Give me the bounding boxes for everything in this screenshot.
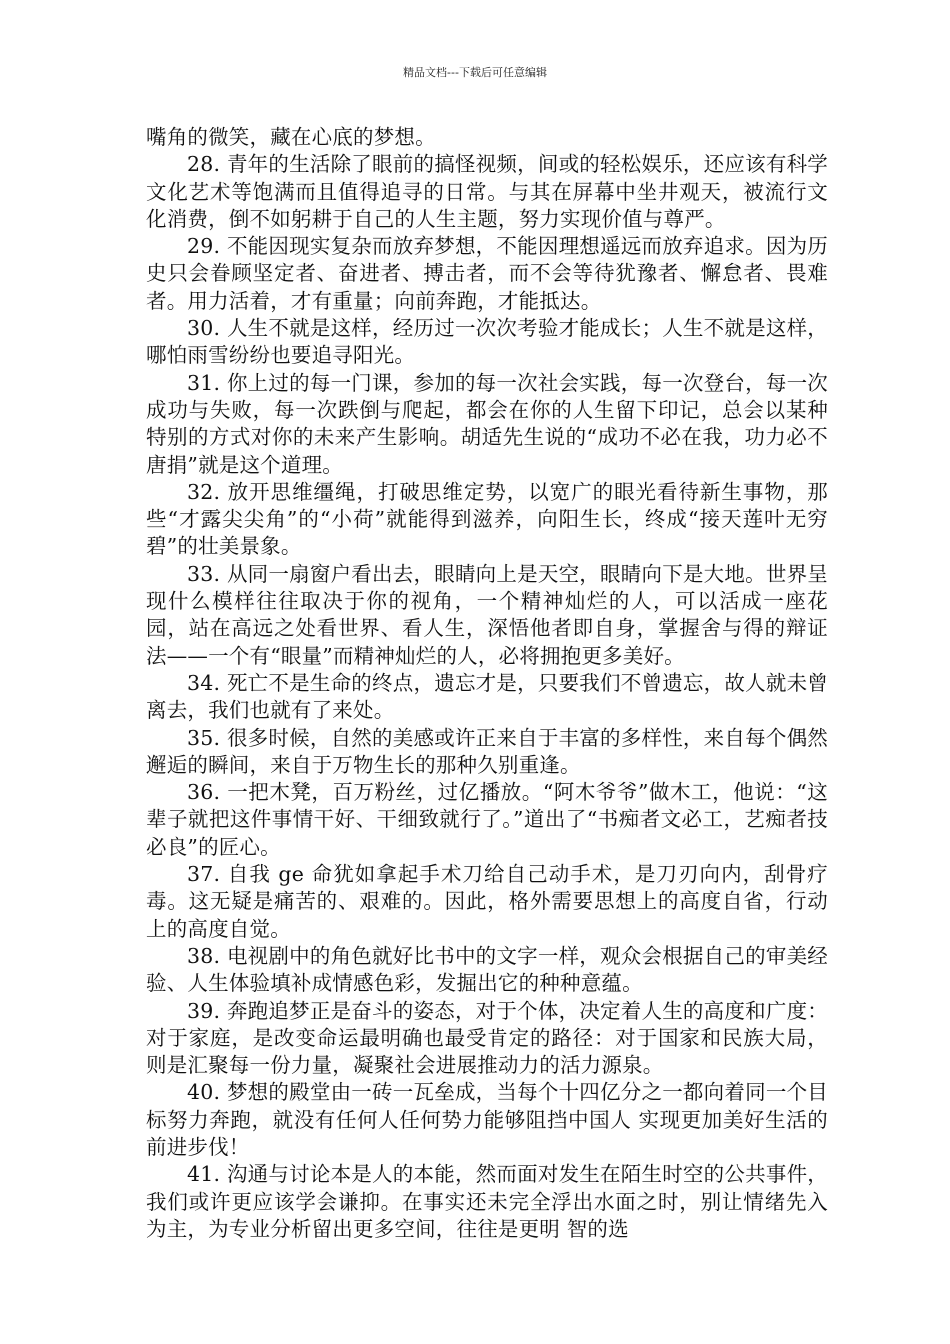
paragraph-29: 29. 不能因现实复杂而放弃梦想，不能因理想遥远而放弃追求。因为历史只会眷顾坚定者、奋进者、搏击者，而不会等待犹豫者、懈怠者、畏难者。用力活着，才有重量；向前奔跑，才能抵达。 [146,234,828,313]
page-header: 精品文档---下载后可任意编辑 [403,66,547,79]
paragraph-38: 38. 电视剧中的角色就好比书中的文字一样，观众会根据自己的审美经验、人生体验填补成情感色彩，发掘出它的种种意蕴。 [146,943,828,996]
document-body [146,124,828,1243]
paragraph-39: 39. 奔跑追梦正是奋斗的姿态，对于个体，决定着人生的高度和广度：对于家庭，是改变命运最明确也最受肯定的路径：对于国家和民族大局，则是汇聚每一份力量，凝聚社会进展推动力的活力源泉。 [146,998,828,1078]
paragraph-37: 37. 自我 ge 命犹如拿起手术刀给自己动手术，是刀刃向内，刮骨疗毒。这无疑是痛苦的、艰难的。因此，格外需要思想上的高度自省，行动上的高度自觉。 [146,862,828,941]
paragraph-36: 36. 一把木凳，百万粉丝，过亿播放。“阿木爷爷”做木工，他说：“这辈子就把这件事情干好、干细致就行了。”道出了“书痴者文必工，艺痴者技必良”的匠心。 [146,780,828,859]
paragraph-30: 30. 人生不就是这样，经历过一次次考验才能成长；人生不就是这样，哪怕雨雪纷纷也要追寻阳光。 [146,316,828,368]
paragraph-33: 33. 从同一扇窗户看出去，眼睛向上是天空，眼睛向下是大地。世界呈现什么模样往往取决于你的视角，一个精神灿烂的人，可以活成一座花园，站在高远之处看世界、看人生，深悟他者即自身，掌握舍与得的辩证法——一个有“眼量”而精神灿烂的人，必将拥抱更多美好。 [146,561,828,668]
paragraph: 嘴角的微笑，藏在心底的梦想。 [146,125,436,149]
paragraph-34: 34. 死亡不是生命的终点，遗忘才是，只要我们不曾遗忘，故人就未曾离去，我们也就有了来处。 [146,670,828,723]
paragraph-31: 31. 你上过的每一门课，参加的每一次社会实践，每一次登台，每一次成功与失败，每一次跌倒与爬起，都会在你的人生留下印记，总会以某种特别的方式对你的未来产生影响。胡适先生说的“成功不必在我，功力必不唐捐”就是这个道理。 [146,370,828,477]
paragraph-40: 40. 梦想的殿堂由一砖一瓦垒成，当每个十四亿分之一都向着同一个目标努力奔跑，就没有任何人任何势力能够阻挡中国人 实现更加美好生活的前进步伐！ [146,1080,828,1159]
paragraph-41: 41. 沟通与讨论本是人的本能，然而面对发生在陌生时空的公共事件，我们或许更应该学会谦抑。在事实还未完全浮出水面之时，别让情绪先入为主，为专业分析留出更多空间，往往是更明 智的选 [146,1162,828,1241]
paragraph-35: 35. 很多时候，自然的美感或许正来自于丰富的多样性，来自每个偶然邂逅的瞬间，来自于万物生长的那种久别重逢。 [146,725,828,777]
paragraph-28: 28. 青年的生活除了眼前的搞怪视频，间或的轻松娱乐，还应该有科学文化艺术等饱满而且值得追寻的日常。与其在屏幕中坐井观天，被流行文化消费，倒不如躬耕于自己的人生主题，努力实现价值与尊严。 [146,152,828,231]
paragraph-32: 32. 放开思维缰绳，打破思维定势，以宽广的眼光看待新生事物，那些“才露尖尖角”的“小荷”就能得到滋养，向阳生长，终成“接天莲叶无穷碧”的壮美景象。 [146,479,828,559]
